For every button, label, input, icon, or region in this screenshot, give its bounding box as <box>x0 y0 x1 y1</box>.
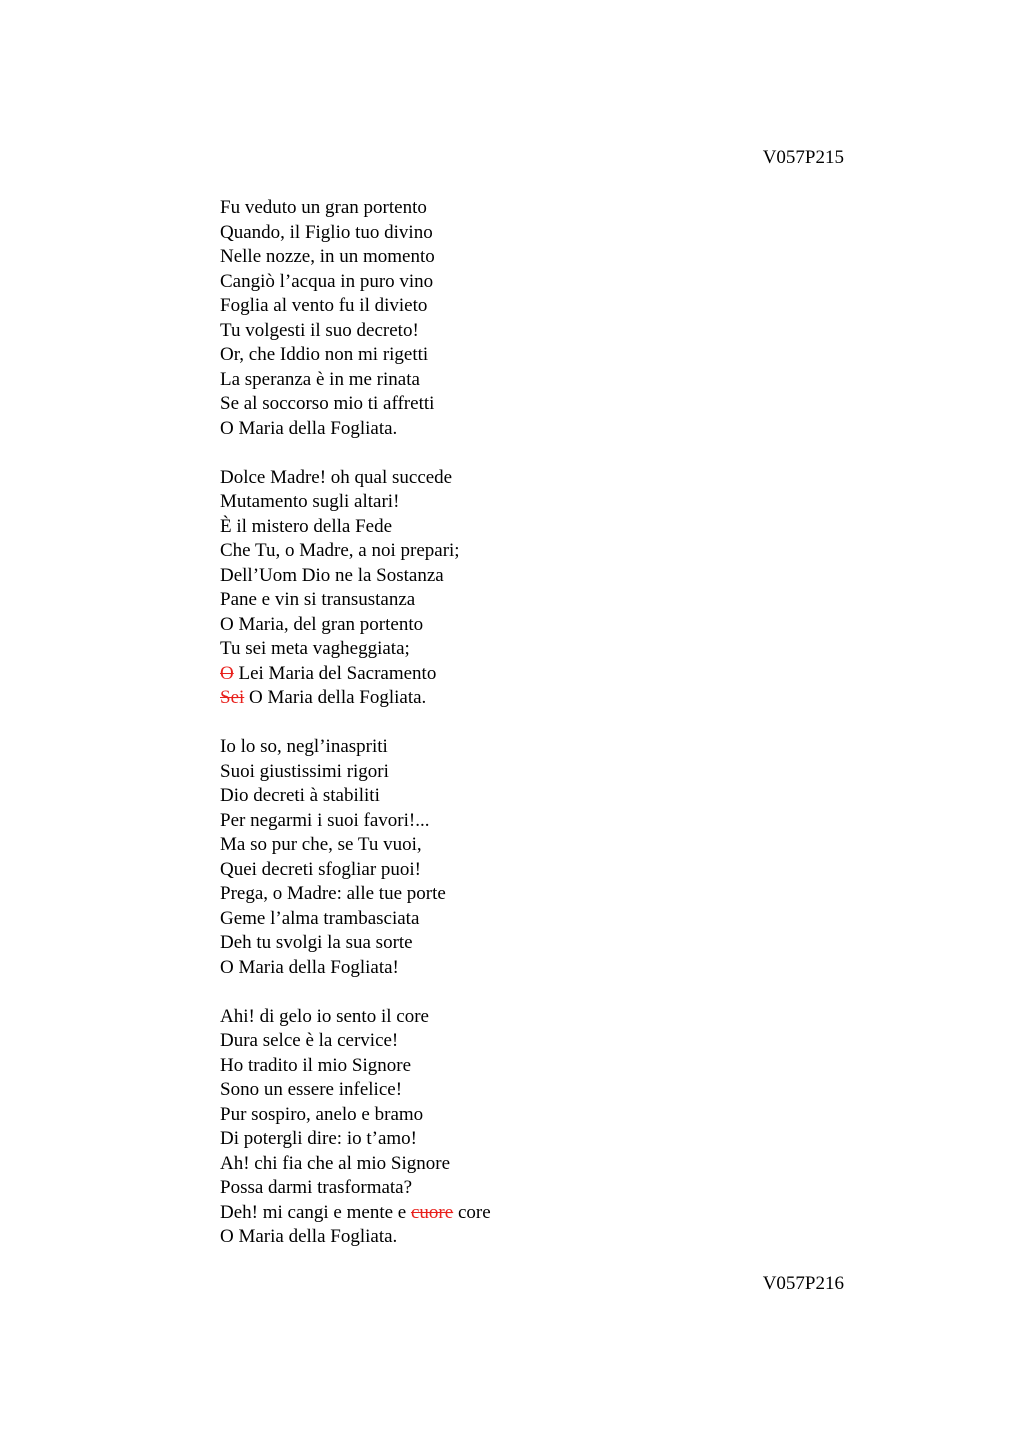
verse-line: Foglia al vento fu il divieto <box>220 295 428 316</box>
verse-line: Sono un essere infelice! <box>220 1079 403 1100</box>
verse-line: Di potergli dire: io t’amo! <box>220 1128 417 1149</box>
verse-text: O Maria della Fogliata. <box>244 687 427 708</box>
verse-line-with-deletion <box>220 1201 840 1226</box>
verse-line: Io lo so, negl’inaspriti <box>220 736 388 757</box>
verse-line: Mutamento sugli altari! <box>220 491 400 512</box>
deleted-text: Sei <box>220 687 245 708</box>
verse-line: Pane e vin si transustanza <box>220 589 416 610</box>
verse-line: Geme l’alma trambasciata <box>220 907 420 929</box>
verse-line: Ma so pur che, se Tu vuoi, <box>220 834 422 855</box>
verse-line: Quando, il Figlio tuo divino <box>220 221 433 243</box>
verse-line: Dura selce è la cervice! <box>220 1030 399 1051</box>
stanza-2 <box>220 466 840 711</box>
stanza-3 <box>220 735 840 980</box>
verse-line: Tu volgesti il suo decreto! <box>220 319 419 341</box>
page-reference-top: V057P215 <box>762 147 844 168</box>
verse-line: Ah! chi fia che al mio Signore <box>220 1152 451 1174</box>
verse-line: Prega, o Madre: alle tue porte <box>220 883 446 904</box>
stanza-1 <box>220 196 840 441</box>
verse-line: O Maria della Fogliata! <box>220 956 399 978</box>
verse-line: È il mistero della Fede <box>220 515 393 537</box>
verse-line: O Maria, del gran portento <box>220 613 424 635</box>
verse-line: Che Tu, o Madre, a noi prepari; <box>220 540 460 561</box>
verse-line-with-deletion <box>220 686 840 711</box>
verse-line: Dell’Uom Dio ne la Sostanza <box>220 564 444 586</box>
verse-line-with-deletion <box>220 662 840 687</box>
verse-line: Dio decreti à stabiliti <box>220 785 380 806</box>
verse-text: Lei Maria del Sacramento <box>233 662 437 684</box>
page-reference-bottom: V057P216 <box>762 1273 844 1294</box>
deleted-text: cuore <box>410 1201 454 1223</box>
verse-line: Nelle nozze, in un momento <box>220 246 435 267</box>
verse-text: Deh! mi cangi e mente e <box>220 1201 411 1223</box>
verse-line: Pur sospiro, anelo e bramo <box>220 1103 424 1125</box>
verse-text: core <box>453 1201 491 1223</box>
verse-line: Suoi giustissimi rigori <box>220 760 389 782</box>
poem <box>220 196 840 1274</box>
verse-line: Cangiò l’acqua in puro vino <box>220 270 434 292</box>
verse-line: Ho tradito il mio Signore <box>220 1054 412 1076</box>
verse-line: Fu veduto un gran portento <box>220 197 427 218</box>
stanza-4 <box>220 1005 840 1250</box>
verse-line: La speranza è in me rinata <box>220 368 420 390</box>
verse-line: Se al soccorso mio ti affretti <box>220 393 435 414</box>
verse-line: Or, che Iddio non mi rigetti <box>220 344 429 365</box>
verse-line: Tu sei meta vagheggiata; <box>220 638 410 659</box>
verse-line: Dolce Madre! oh qual succede <box>220 466 453 488</box>
verse-line: Per negarmi i suoi favori!... <box>220 809 430 831</box>
deleted-text: O <box>220 662 234 684</box>
verse-line: Ahi! di gelo io sento il core <box>220 1005 429 1027</box>
verse-line: O Maria della Fogliata. <box>220 1226 398 1247</box>
verse-line: Deh tu svolgi la sua sorte <box>220 932 413 953</box>
verse-line: O Maria della Fogliata. <box>220 417 398 439</box>
verse-line: Possa darmi trasformata? <box>220 1177 413 1198</box>
verse-line: Quei decreti sfogliar puoi! <box>220 858 422 880</box>
